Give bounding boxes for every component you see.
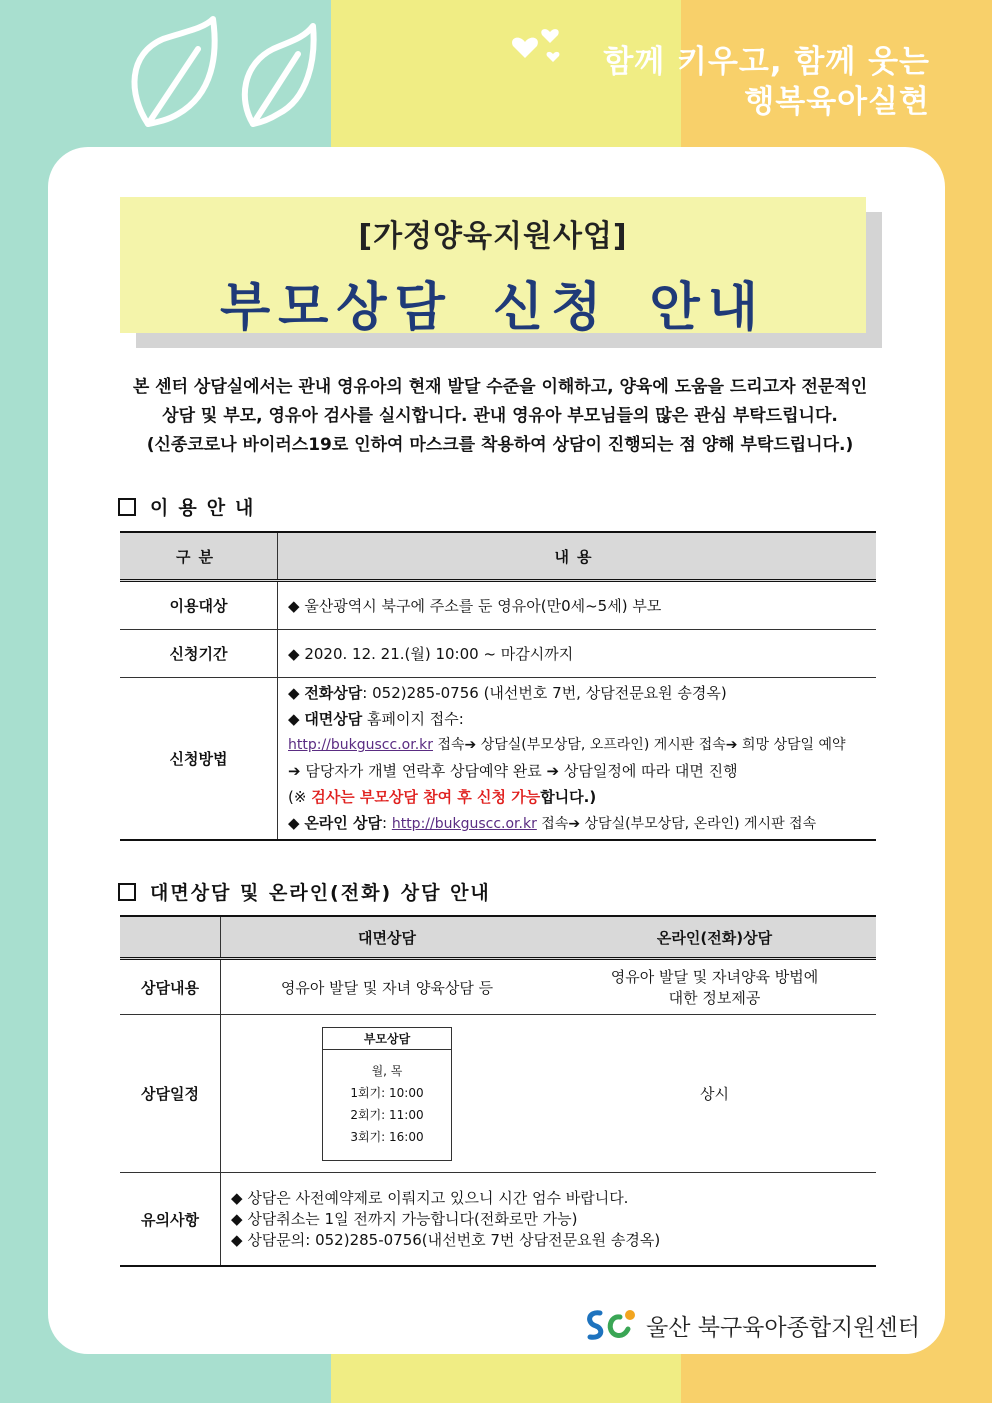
online-schedule: 상시 — [553, 1015, 876, 1173]
online-title: 온라인 상담 — [304, 814, 382, 832]
consult-table — [120, 915, 876, 1267]
target-text: 울산광역시 북구에 주소를 둔 영유아(만0세~5세) 부모 — [304, 597, 662, 615]
table-header-row — [120, 532, 876, 581]
row-label: 이용대상 — [120, 581, 278, 630]
phone-title: 전화상담 — [304, 684, 363, 702]
online-text: 접속➔ 상담실(부모상담, 온라인) 게시판 접속 — [536, 816, 817, 832]
visit-title: 대면상담 — [304, 710, 363, 728]
org-name: 울산 북구육아종합지원센터 — [646, 1314, 920, 1341]
schedule-title: 부모상담 — [323, 1028, 451, 1050]
section-heading-consult — [118, 878, 491, 905]
header-online: 온라인(전화)상담 — [553, 916, 876, 959]
center-logo-icon — [582, 1305, 638, 1345]
table-row — [120, 630, 876, 678]
notes-cell — [221, 1173, 877, 1267]
phone-method: ◆ 전화상담: 052)285-0756 (내선번호 7번, 상담전문요원 송경옥) — [288, 684, 727, 702]
online-method: ◆ 온라인 상담: http://bukguscc.or.kr 접속➔ 상담실(부모상담, 온라인) 게시판 접속 — [288, 814, 817, 832]
visit-steps — [288, 732, 875, 758]
note-item: ◆ 상담은 사전예약제로 이뤄지고 있으니 시간 엄수 바랍니다. — [231, 1188, 629, 1207]
schedule-slot: 1회기: 10:00 — [350, 1085, 424, 1100]
row-label: 상담내용 — [120, 959, 221, 1015]
footer-org — [582, 1305, 920, 1345]
schedule-box — [322, 1027, 452, 1161]
schedule-body — [323, 1050, 451, 1160]
note-alert: 검사는 부모상담 참여 후 신청 가능 — [311, 788, 541, 806]
online-content-line: 대한 정보제공 — [668, 989, 761, 1007]
table-row — [120, 1015, 876, 1173]
online-content-line: 영유아 발달 및 자녀양육 방법에 — [610, 968, 819, 986]
checkbox-square-icon — [118, 883, 136, 901]
visit-text: 홈페이지 접수: — [362, 710, 464, 728]
note-text: 상담취소는 1일 전까지 가능합니다(전화로만 가능) — [247, 1209, 578, 1228]
row-label: 유의사항 — [120, 1173, 221, 1267]
slogan-line2: 행복육아실현 — [744, 84, 930, 120]
visit-steps-2: ➔ 담당자가 개별 연락후 상담예약 완료 ➔ 상담일정에 따라 대면 진행 — [288, 762, 738, 780]
offline-schedule — [221, 1015, 554, 1173]
intro-text — [110, 373, 890, 460]
row-content: ◆ 2020. 12. 21.(월) 10:00 ~ 마감시까지 — [278, 630, 877, 678]
offline-content: 영유아 발달 및 자녀 양육상담 등 — [221, 959, 554, 1015]
table-row — [120, 581, 876, 630]
table-row — [120, 678, 876, 841]
visit-steps-text: 접속➔ 상담실(부모상담, 오프라인) 게시판 접속➔ 희망 상담일 예약 — [433, 737, 846, 753]
header-content: 내용 — [278, 532, 877, 581]
online-content — [553, 959, 876, 1015]
title-box — [120, 197, 866, 338]
section-heading-text: 대면상담 및 온라인(전화) 상담 안내 — [150, 882, 491, 904]
checkbox-square-icon — [118, 498, 136, 516]
intro-line: 상담 및 부모, 영유아 검사를 실시합니다. 관내 영유아 부모님들의 많은 관심 부탁드립니다. — [162, 406, 838, 426]
intro-line: (신종코로나 바이러스19로 인하여 마스크를 착용하여 상담이 진행되는 점 양해 부탁드립니다.) — [146, 435, 854, 455]
schedule-slot: 3회기: 16:00 — [350, 1129, 424, 1144]
row-label: 신청기간 — [120, 630, 278, 678]
header-category: 구분 — [120, 532, 278, 581]
test-note — [288, 784, 875, 810]
schedule-slot: 2회기: 11:00 — [350, 1107, 424, 1122]
online-link[interactable]: http://bukguscc.or.kr — [391, 816, 537, 832]
title-subtitle: [가정양육지원사업] — [358, 219, 628, 254]
page-title: 부모상담 신청 안내 — [219, 278, 767, 338]
usage-table — [120, 531, 876, 841]
online-colon: : — [382, 814, 392, 832]
method-content — [278, 678, 877, 841]
row-label: 신청방법 — [120, 678, 278, 841]
period-text: 2020. 12. 21.(월) 10:00 ~ 마감시까지 — [304, 645, 574, 663]
intro-line: 본 센터 상담실에서는 관내 영유아의 현재 발달 수준을 이해하고, 양육에 도움을 드리고자 전문적인 — [132, 377, 868, 397]
schedule-days: 월, 목 — [371, 1063, 403, 1078]
phone-text: : 052)285-0756 (내선번호 7번, 상담전문요원 송경옥) — [362, 684, 727, 702]
row-label: 상담일정 — [120, 1015, 221, 1173]
section-heading-text: 이용안내 — [150, 497, 264, 519]
leaves-icon — [118, 14, 328, 134]
hearts-icon — [505, 20, 575, 70]
header-offline: 대면상담 — [221, 916, 554, 959]
visit-method: ◆ 대면상담 홈페이지 접수: — [288, 710, 464, 728]
note-item: ◆ 상담문의: 052)285-0756(내선번호 7번 상담전문요원 송경옥) — [231, 1230, 661, 1249]
homepage-link[interactable]: http://bukguscc.or.kr — [288, 737, 434, 753]
row-content: ◆ 울산광역시 북구에 주소를 둔 영유아(만0세~5세) 부모 — [278, 581, 877, 630]
section-heading-usage — [118, 493, 263, 520]
note-text: 상담은 사전예약제로 이뤄지고 있으니 시간 엄수 바랍니다. — [247, 1188, 629, 1207]
note-close: 합니다.) — [540, 788, 597, 806]
slogan — [603, 42, 930, 122]
table-header-row — [120, 916, 876, 959]
table-row — [120, 1173, 876, 1267]
header-empty — [120, 916, 221, 959]
slogan-line1: 함께 키우고, 함께 웃는 — [603, 44, 930, 80]
note-open: (※ — [288, 788, 312, 806]
note-item: ◆ 상담취소는 1일 전까지 가능합니다(전화로만 가능) — [231, 1209, 578, 1228]
table-row — [120, 959, 876, 1015]
note-text: 상담문의: 052)285-0756(내선번호 7번 상담전문요원 송경옥) — [247, 1230, 661, 1249]
